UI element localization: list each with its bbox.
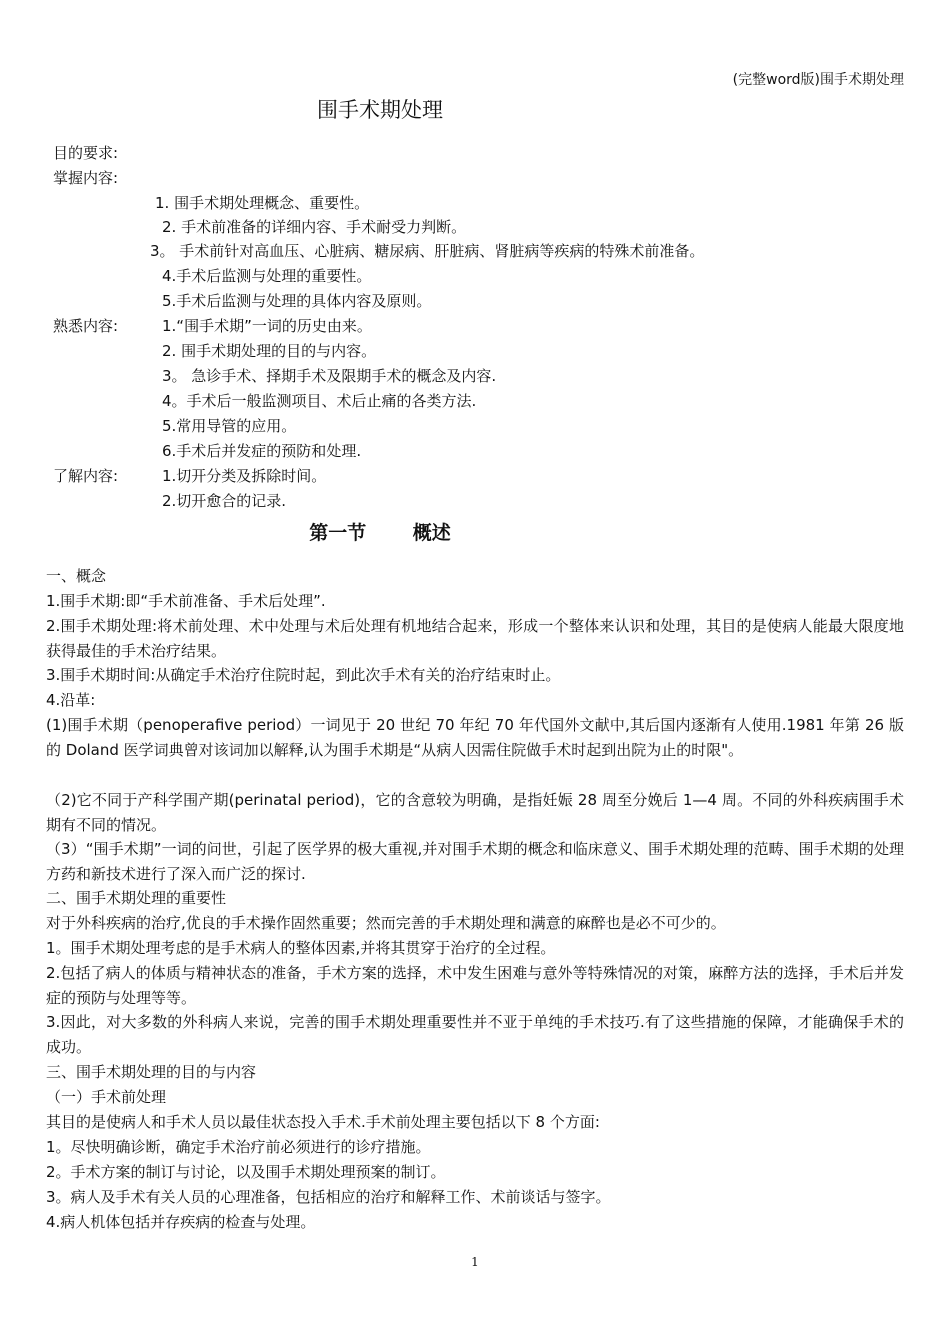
body-paragraph: 3.围手术期时间:从确定手术治疗住院时起，到此次手术有关的治疗结束时止。 xyxy=(46,666,561,684)
master-item-2: 2. 手术前准备的详细内容、手术耐受力判断。 xyxy=(162,218,467,236)
body-paragraph: 其目的是使病人和手术人员以最佳状态投入手术.手术前处理主要包括以下 8 个方面: xyxy=(46,1113,600,1131)
body-heading-2: 二、围手术期处理的重要性 xyxy=(46,889,227,907)
body-paragraph: 1。围手术期处理考虑的是手术病人的整体因素,并将其贯穿于治疗的全过程。 xyxy=(46,939,556,957)
body-paragraph: 2。手术方案的制订与讨论，以及围手术期处理预案的制订。 xyxy=(46,1163,446,1181)
familiar-item-3: 3。 急诊手术、择期手术及限期手术的概念及内容. xyxy=(162,367,497,385)
familiar-label: 熟悉内容: xyxy=(53,317,119,335)
running-header: (完整word版)围手术期处理 xyxy=(732,72,904,88)
body-subheading: （一）手术前处理 xyxy=(46,1088,167,1106)
body-paragraph: 1.围手术期:即“手术前准备、手术后处理”. xyxy=(46,592,326,610)
body-paragraph: 4.沿革: xyxy=(46,691,96,709)
body-paragraph: （2)它不同于产科学围产期(perinatal period)，它的含意较为明确，是指妊娠 28 周至分娩后 1—4 周。不同的外科疾病围手术期有不同的情况。 xyxy=(46,791,904,834)
body-paragraph: (1)围手术期（penoperafive period）一词见于 20 世纪 70 年纪 70 年代国外文献中,其后国内逐渐有人使用.1981 年第 26 版的 Doland 医学词典曾对该词加以解释,认为围手术期是“从病人因需住院做手术时起到出院为止的时限"。 xyxy=(46,716,904,759)
familiar-item-2: 2. 围手术期处理的目的与内容。 xyxy=(162,342,377,360)
understand-item-2: 2.切开愈合的记录. xyxy=(162,492,287,510)
master-item-3: 3。 手术前针对高血压、心脏病、糖尿病、肝脏病、肾脏病等疾病的特殊术前准备。 xyxy=(150,242,705,260)
familiar-item-4: 4。手术后一般监测项目、术后止痛的各类方法. xyxy=(162,392,477,410)
body-paragraph: 4.病人机体包括并存疾病的检查与处理。 xyxy=(46,1213,316,1231)
body-paragraph: 3.因此，对大多数的外科病人来说，完善的围手术期处理重要性并不亚于单纯的手术技巧.有了这些措施的保障，才能确保手术的成功。 xyxy=(46,1013,904,1056)
understand-item-1: 1.切开分类及拆除时间。 xyxy=(162,467,327,485)
document-title: 围手术期处理 xyxy=(317,98,443,122)
body-paragraph: （3）“围手术期”一词的问世，引起了医学界的极大重视,并对围手术期的概念和临床意义、围手术期处理的范畴、围手术期的处理方药和新技术进行了深入而广泛的探讨. xyxy=(46,840,904,883)
section-title: 第一节 概述 xyxy=(309,522,451,544)
master-item-5: 5.手术后监测与处理的具体内容及原则。 xyxy=(162,292,432,310)
body-paragraph: 3。病人及手术有关人员的心理准备，包括相应的治疗和解释工作、术前谈话与签字。 xyxy=(46,1188,611,1206)
body-heading-3: 三、围手术期处理的目的与内容 xyxy=(46,1063,257,1081)
familiar-item-5: 5.常用导管的应用。 xyxy=(162,417,297,435)
body-paragraph: 2.包括了病人的体质与精神状态的准备，手术方案的选择，术中发生困难与意外等特殊情况的对策，麻醉方法的选择，手术后并发症的预防与处理等等。 xyxy=(46,964,904,1007)
master-item-4: 4.手术后监测与处理的重要性。 xyxy=(162,267,372,285)
familiar-item-6: 6.手术后并发症的预防和处理. xyxy=(162,442,362,460)
body-paragraph: 2.围手术期处理:将术前处理、术中处理与术后处理有机地结合起来，形成一个整体来认识和处理，其目的是使病人能最大限度地获得最佳的手术治疗结果。 xyxy=(46,617,904,660)
body-heading-1: 一、概念 xyxy=(46,567,107,585)
master-label: 掌握内容: xyxy=(53,169,119,187)
body-paragraph: 1。尽快明确诊断，确定手术治疗前必须进行的诊疗措施。 xyxy=(46,1138,431,1156)
body-paragraph: 对于外科疾病的治疗,优良的手术操作固然重要；然而完善的手术期处理和满意的麻醉也是必不可少的。 xyxy=(46,914,726,932)
understand-label: 了解内容: xyxy=(53,467,119,485)
objectives-heading: 目的要求: xyxy=(53,144,119,162)
master-item-1: 1. 围手术期处理概念、重要性。 xyxy=(155,194,370,212)
page-number: 1 xyxy=(471,1255,479,1269)
familiar-item-1: 1.“围手术期”一词的历史由来。 xyxy=(162,317,372,335)
